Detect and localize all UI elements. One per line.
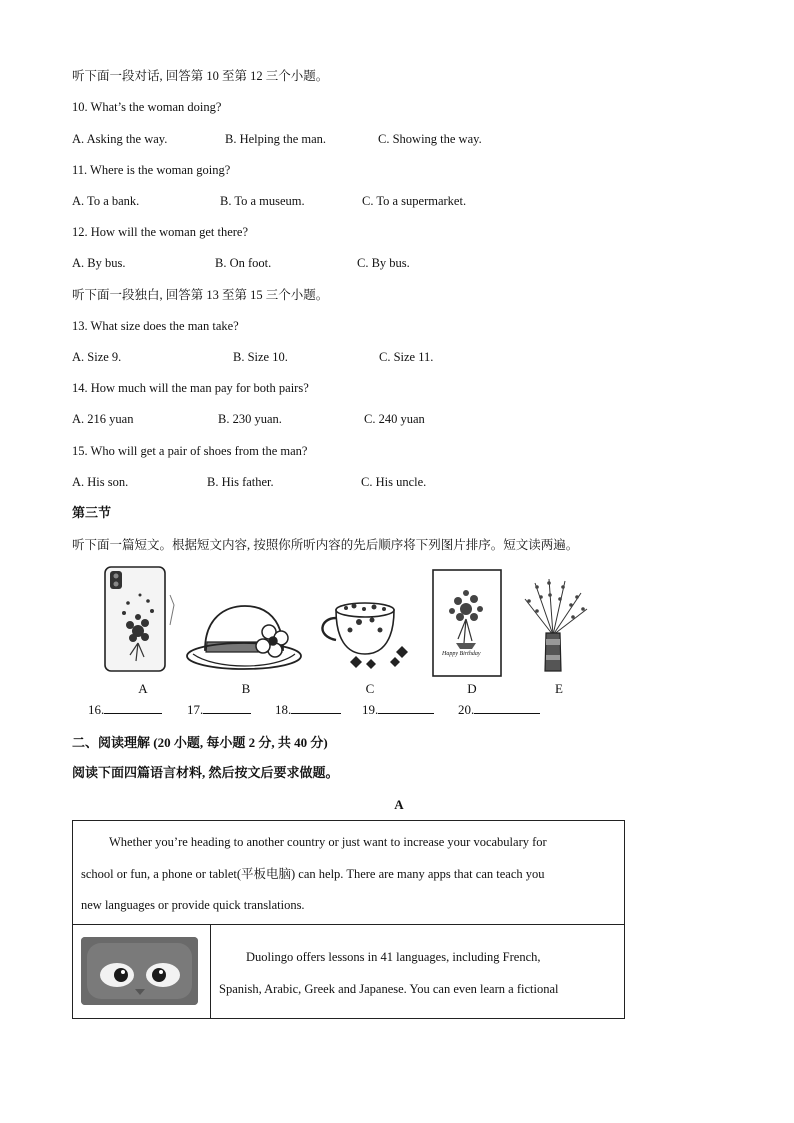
question-14-option-c: C. 240 yuan [364,412,425,426]
picture-label-d: D [467,681,477,696]
answer-blank-17[interactable] [187,701,251,718]
question-15-option-b: B. His father. [207,475,274,489]
vase-icon [515,575,593,675]
question-12-option-b: B. On foot. [215,256,272,270]
passage-intro-line-3: new languages or provide quick translations. [81,898,305,912]
passage-intro-cell [73,821,624,925]
question-10-stem: 10. What’s the woman doing? [72,100,222,114]
section-intro-10-12: 听下面一段对话, 回答第 10 至第 12 三个小题。 [72,69,329,83]
birthday-card-icon [432,569,502,677]
part-2-title: 二、阅读理解 (20 小题, 每小题 2 分, 共 40 分) [72,735,328,750]
question-13-option-b: B. Size 10. [233,350,288,364]
question-13-option-c: C. Size 11. [379,350,434,364]
question-15-stem: 15. Who will get a pair of shoes from the man? [72,444,308,458]
picture-label-b: B [241,681,251,696]
question-10-option-c: C. Showing the way. [378,132,482,146]
passage-intro-line-2: school or fun, a phone or tablet(平板电脑) can help. There are many apps that can teach you [81,867,545,881]
duolingo-logo [81,937,198,1005]
passage-letter: A [394,797,404,812]
duolingo-row [73,925,624,1019]
question-12-stem: 12. How will the woman get there? [72,225,248,239]
duolingo-line-2: Spanish, Arabic, Greek and Japanese. You can even learn a fictional [219,982,559,996]
passage-intro-line-1: Whether you’re heading to another country or just want to increase your vocabulary for [109,835,547,849]
card-text: Happy Birthday [442,651,481,657]
picture-label-a: A [138,681,148,696]
question-14-stem: 14. How much will the man pay for both pairs? [72,381,309,395]
blank-number: 19. [362,702,379,717]
blank-number: 18. [275,702,292,717]
question-13-stem: 13. What size does the man take? [72,319,239,333]
question-15-option-a: A. His son. [72,475,129,489]
question-12-option-c: C. By bus. [357,256,410,270]
answer-blank-20[interactable] [458,701,540,718]
section-intro-13-15: 听下面一段独白, 回答第 13 至第 15 三个小题。 [72,288,329,302]
picture-label-e: E [555,681,563,696]
question-11-option-c: C. To a supermarket. [362,194,467,208]
section-3-instructions: 听下面一篇短文。根据短文内容, 按照你所听内容的先后顺序将下列图片排序。短文读两遍。 [72,538,579,552]
duolingo-line-1: Duolingo offers lessons in 41 languages, including French, [246,950,541,964]
blank-number: 17. [187,702,204,717]
answer-blank-19[interactable] [362,701,434,718]
picture-label-c: C [365,681,375,696]
answer-blank-18[interactable] [275,701,341,718]
question-11-option-b: B. To a museum. [220,194,305,208]
column-divider [210,925,211,1019]
question-11-stem: 11. Where is the woman going? [72,163,231,177]
blank-number: 20. [458,702,475,717]
passage-table [72,820,625,1019]
part-2-instructions: 阅读下面四篇语言材料, 然后按文后要求做题。 [72,765,339,780]
section-3-title: 第三节 [72,505,112,520]
teacup-icon [314,596,416,676]
question-12-option-a: A. By bus. [72,256,126,270]
question-14-option-a: A. 216 yuan [72,412,134,426]
question-15-option-c: C. His uncle. [361,475,427,489]
answer-blank-16[interactable] [88,701,162,718]
blank-number: 16. [88,702,105,717]
question-14-option-b: B. 230 yuan. [218,412,282,426]
question-11-option-a: A. To a bank. [72,194,140,208]
hat-icon [185,600,303,675]
question-13-option-a: A. Size 9. [72,350,122,364]
question-10-option-a: A. Asking the way. [72,132,168,146]
question-10-option-b: B. Helping the man. [225,132,327,146]
phone-case-icon [100,565,178,675]
